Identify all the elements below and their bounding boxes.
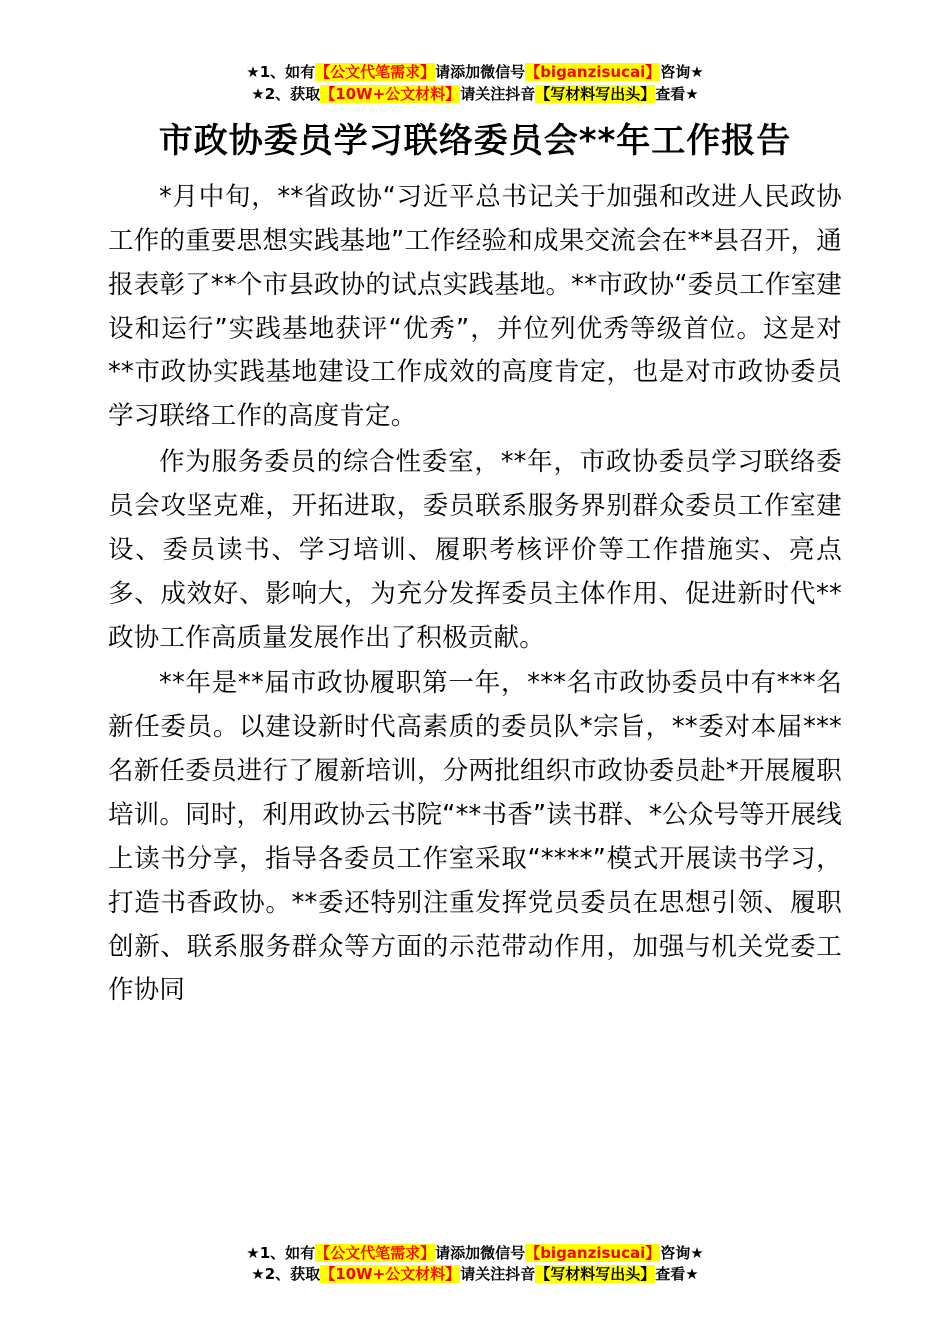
star-icon: ★ [685,1265,699,1284]
paragraph: *月中旬，**省政协“习近平总书记关于加强和改进人民政协工作的重要思想实践基地”工作经验和成果交流会在**县召开，通报表彰了**个市县政协的试点实践基地。**市政协“委员工作室建设和运行”实践基地获评“优秀”，并位列优秀等级首位。这是对**市政协实践基地建设工作成效的高度肯定，也是对市政协委员学习联络工作的高度肯定。 [108,182,842,432]
star-icon: ★ [685,84,699,103]
paragraph: **年是**届市政协履职第一年，***名市政协委员中有***名新任委员。以建设新时代高素质的委员队*宗旨，**委对本届***名新任委员进行了履新培训，分两批组织市政协委员赴*开展履职培训。同时，利用政协云书院“**书香”读书群、*公众号等开展线上读书分享，指导各委员工作室采取“****”模式开展读书学习，打造书香政协。**委还特别注重发挥党员委员在思想引领、履职创新、联系服务群众等方面的示范带动作用，加强与机关党委工作协同 [108,668,842,1006]
star-icon: ★ [246,1243,260,1262]
paragraph: 作为服务委员的综合性委室，**年，市政协委员学习联络委员会攻坚克难，开拓进取，委员联系服务界别群众委员工作室建设、委员读书、学习培训、履职考核评价等工作措施实、亮点多、成效好、影响大，为充分发挥委员主体作用、促进新时代**政协工作高质量发展作出了积极贡献。 [108,447,842,653]
promo-line-1-tail: 咨询 [660,1243,691,1262]
promo-line-2-tag-2: 【写材料写出头】 [535,1265,656,1284]
promo-line-1-lead: 1、如有 [259,63,316,81]
promo-line-1-tag-1: 【公文代笔需求】 [315,1243,436,1262]
promo-line-2-lead: 2、获取 [264,84,321,103]
promo-line-2-tag-2: 【写材料写出头】 [535,84,656,103]
promo-line-2-tag-1: 【10W+公文材料】 [320,1265,461,1284]
promo-line-1-lead: 1、如有 [259,1243,316,1262]
promo-line-2-tail: 查看 [655,84,686,103]
promo-line-1-tag-1: 【公文代笔需求】 [315,63,436,81]
page-title: 市政协委员学习联络委员会**年工作报告 [158,120,792,161]
star-icon: ★ [246,63,260,81]
promo-line-1-tag-2: 【biganzisucai】 [525,63,661,81]
star-icon: ★ [251,84,265,103]
promo-line-2-mid: 请关注抖音 [460,84,536,103]
promo-banner-top [108,62,842,106]
promo-line-1-mid: 请添加微信号 [435,63,526,81]
promo-line-2-lead: 2、获取 [264,1265,321,1284]
promo-line-1 [108,1243,842,1265]
star-icon: ★ [690,1243,704,1262]
document-body [108,176,842,1015]
promo-line-2 [108,1264,842,1286]
star-icon: ★ [251,1265,265,1284]
promo-line-2-mid: 请关注抖音 [460,1265,536,1284]
promo-banner-bottom [108,1243,842,1287]
promo-line-1-tail: 咨询 [660,63,691,81]
promo-line-2 [108,84,842,106]
promo-line-1-mid: 请添加微信号 [435,1243,526,1262]
promo-line-2-tag-1: 【10W+公文材料】 [320,84,461,103]
promo-line-2-tail: 查看 [655,1265,686,1284]
promo-line-1 [108,62,842,84]
promo-line-1-tag-2: 【biganzisucai】 [525,1243,661,1262]
star-icon: ★ [690,63,704,81]
